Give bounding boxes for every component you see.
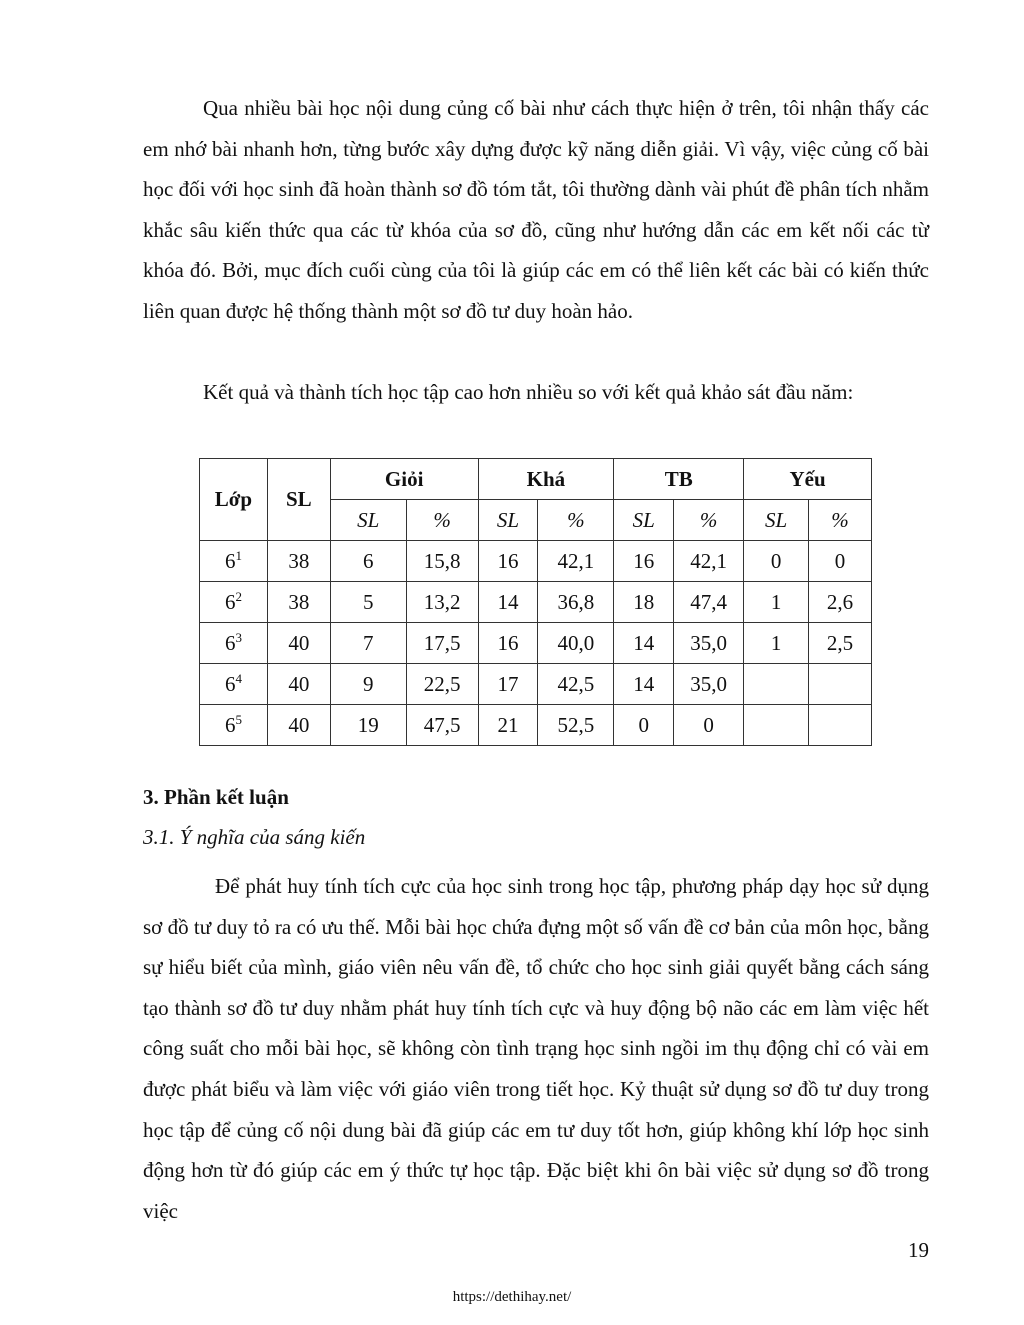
value-cell (809, 705, 872, 746)
sub-pct: % (538, 500, 614, 541)
class-cell: $6^1$ (200, 541, 268, 582)
value-cell (809, 664, 872, 705)
footer-url: https://dethihay.net/ (452, 1289, 572, 1305)
table-header-row (200, 459, 872, 500)
header-kha: Khá (478, 459, 614, 500)
value-cell: 17,5 (406, 623, 478, 664)
value-cell: 36,8 (538, 582, 614, 623)
sub-pct: % (674, 500, 744, 541)
sub-sl: SL (478, 500, 538, 541)
class-cell: $6^5$ (200, 705, 268, 746)
table-row (200, 705, 872, 746)
table-body (200, 541, 872, 746)
value-cell: 14 (614, 664, 674, 705)
value-cell: 17 (478, 664, 538, 705)
value-cell (744, 664, 809, 705)
value-cell: 0 (614, 705, 674, 746)
table-row (200, 664, 872, 705)
value-cell: 15,8 (406, 541, 478, 582)
value-cell: 52,5 (538, 705, 614, 746)
class-cell: $6^2$ (200, 582, 268, 623)
header-sl: SL (267, 459, 330, 541)
value-cell: 21 (478, 705, 538, 746)
value-cell: 0 (744, 541, 809, 582)
table-row (200, 582, 872, 623)
value-cell: 47,4 (674, 582, 744, 623)
value-cell: 6 (330, 541, 406, 582)
body-paragraph-1: Qua nhiều bài học nội dung củng cố bài như cách thực hiện ở trên, tôi nhận thấy các em nhớ bài nhanh hơn, từng bước xây dựng được kỹ năng diễn giải. Vì vậy, việc củng cố bài học đối với học sinh đã hoàn thành sơ đồ tóm tắt, tôi thường dành vài phút đề phân tích nhằm khắc sâu kiến thức qua các từ khóa của sơ đồ, cũng như hướng dẫn các em kết nối các từ khóa đó. Bởi, mục đích cuối cùng của tôi là giúp các em có thể liên kết các bài có kiến thức liên quan được hệ thống thành một sơ đồ tư duy hoàn hảo. (143, 96, 929, 323)
value-cell: 35,0 (674, 664, 744, 705)
value-cell: 9 (330, 664, 406, 705)
value-cell: 14 (478, 582, 538, 623)
value-cell: 22,5 (406, 664, 478, 705)
value-cell: 42,1 (674, 541, 744, 582)
value-cell: 0 (809, 541, 872, 582)
value-cell: 0 (674, 705, 744, 746)
count-cell: 40 (267, 623, 330, 664)
value-cell: 5 (330, 582, 406, 623)
count-cell: 38 (267, 541, 330, 582)
header-lop: Lớp (200, 459, 268, 541)
value-cell: 7 (330, 623, 406, 664)
value-cell: 47,5 (406, 705, 478, 746)
value-cell: 13,2 (406, 582, 478, 623)
sub-sl: SL (614, 500, 674, 541)
value-cell: 42,5 (538, 664, 614, 705)
value-cell: 16 (478, 623, 538, 664)
section-heading: 3. Phần kết luận (143, 785, 289, 809)
value-cell: 14 (614, 623, 674, 664)
body-paragraph-2: Kết quả và thành tích học tập cao hơn nhiều so với kết quả khảo sát đầu năm: (203, 380, 854, 404)
header-gioi: Giỏi (330, 459, 478, 500)
value-cell: 2,6 (809, 582, 872, 623)
table-row (200, 541, 872, 582)
value-cell (744, 705, 809, 746)
header-yeu: Yếu (744, 459, 872, 500)
table-row (200, 623, 872, 664)
value-cell: 16 (614, 541, 674, 582)
value-cell: 2,5 (809, 623, 872, 664)
sub-pct: % (809, 500, 872, 541)
value-cell: 1 (744, 623, 809, 664)
body-paragraph-3: Để phát huy tính tích cực của học sinh trong học tập, phương pháp dạy học sử dụng sơ đồ tư duy tỏ ra có ưu thế. Mỗi bài học chứa đựng một số vấn đề cơ bản của môn học, bằng sự hiểu biết của mình, giáo viên nêu vấn đề, tổ chức cho học sinh giải quyết bằng cách sáng tạo thành sơ đồ tư duy nhằm phát huy tính tích cực và huy động bộ não các em làm việc hết công suất cho mỗi bài học, sẽ không còn tình trạng học sinh ngồi im thụ động chỉ có vài em được phát biểu và làm việc với giáo viên trong tiết học. Kỷ thuật sử dụng sơ đồ tư duy trong học tập để củng cố nội dung bài đã giúp các em tư duy tốt hơn, giúp không khí lớp học sinh động hơn từ đó giúp các em ý thức tự học tập. Đặc biệt khi ôn bài việc sử dụng sơ đồ trong việc (143, 874, 929, 1223)
sub-sl: SL (330, 500, 406, 541)
sub-pct: % (406, 500, 478, 541)
value-cell: 40,0 (538, 623, 614, 664)
results-table (199, 458, 872, 746)
sub-sl: SL (744, 500, 809, 541)
value-cell: 35,0 (674, 623, 744, 664)
value-cell: 1 (744, 582, 809, 623)
count-cell: 40 (267, 664, 330, 705)
value-cell: 16 (478, 541, 538, 582)
class-cell: $6^4$ (200, 664, 268, 705)
page-number: 19 (908, 1238, 929, 1262)
section-subheading: 3.1. Ý nghĩa của sáng kiến (143, 825, 366, 849)
class-cell: $6^3$ (200, 623, 268, 664)
value-cell: 42,1 (538, 541, 614, 582)
value-cell: 18 (614, 582, 674, 623)
value-cell: 19 (330, 705, 406, 746)
count-cell: 38 (267, 582, 330, 623)
header-tb: TB (614, 459, 744, 500)
count-cell: 40 (267, 705, 330, 746)
